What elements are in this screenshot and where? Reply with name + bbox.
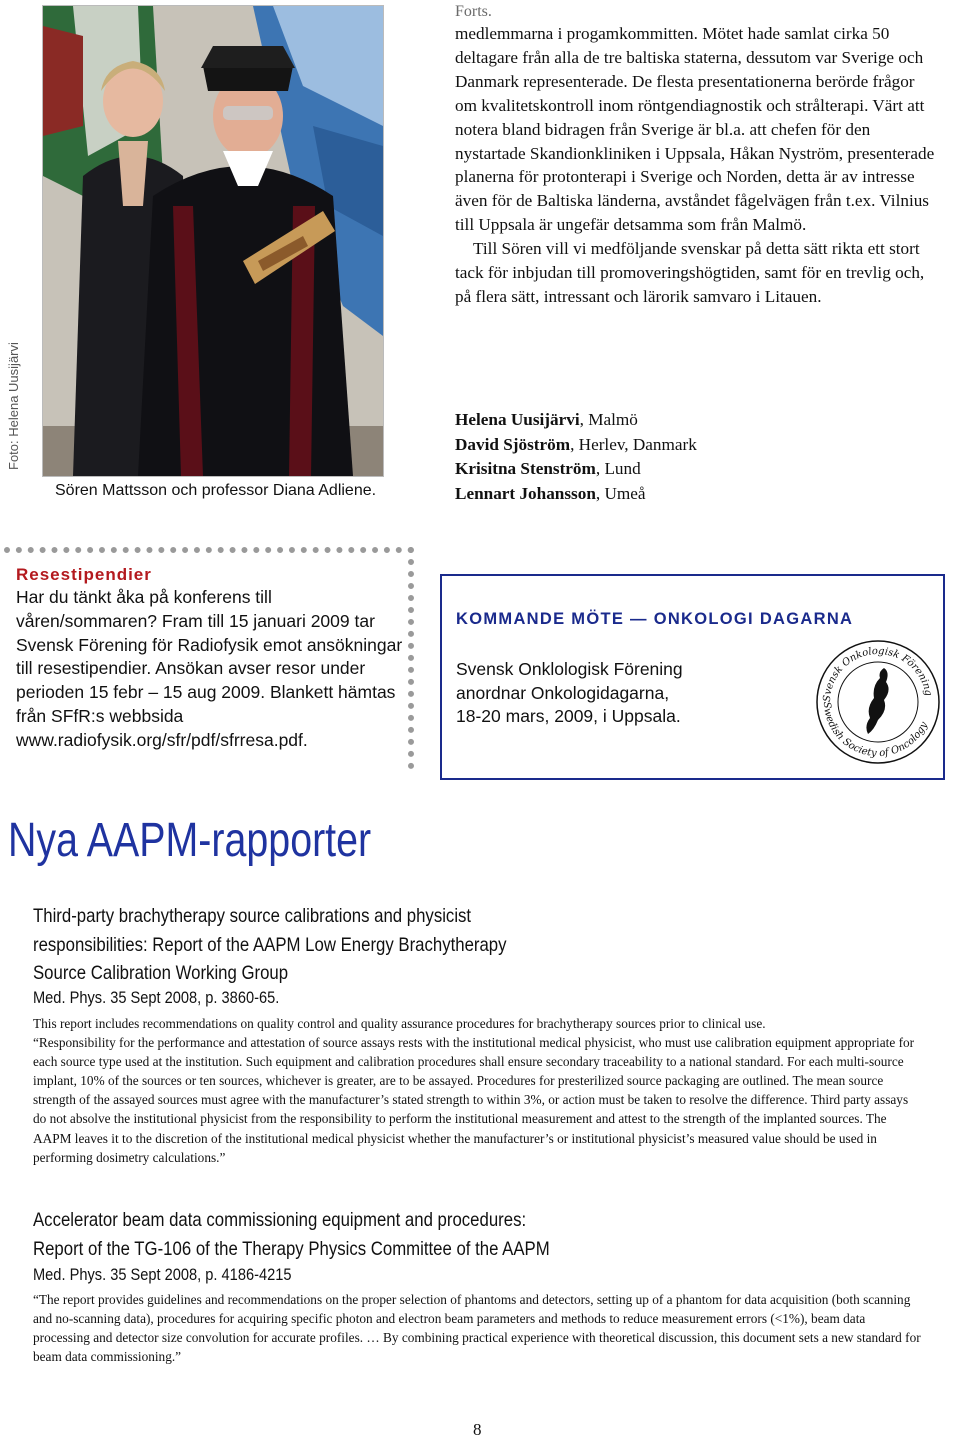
signature-place: , Herlev, Danmark [570, 434, 697, 454]
resestipendier-title: Resestipendier [16, 565, 152, 584]
ceremony-photo-image [43, 6, 383, 476]
signature-item [455, 408, 697, 433]
signature-name: Helena Uusijärvi [455, 410, 580, 429]
report2-abstract-p1: “The report provides guidelines and recommendations on the proper selection of phantoms and detectors, setting up of a phantom for data acquisition (both scanning and no-scanning data), procedures for acquiring specific photon and electron beam parameters and methods to reduce measurement errors (<1%), beam data processing and detector size convolution for accurate profiles. … By combining practical experience with theoretical discussion, this document sets a new standard for beam data commissioning.” [33, 1292, 921, 1365]
kommande-mote-box [440, 574, 945, 780]
report1-title-line: Source Calibration Working Group [33, 962, 289, 984]
kommande-mote-line: anordnar Onkologidagarna, [456, 682, 670, 703]
kommande-mote-title: KOMMANDE MÖTE — ONKOLOGI DAGARNA [456, 610, 854, 628]
signature-item [455, 457, 697, 482]
logo-text-top: Svensk Onkologisk Förening [821, 645, 934, 703]
signature-place: , Umeå [595, 483, 646, 503]
article-paragraph: Till Sören vill vi medföljande svenskar på detta sätt rikta ett stort tack för inbjudan till promoveringshögtiden, samt för en trevlig och, på flera sätt, intressant och lärorik samvaro i Litauen. [455, 239, 925, 306]
report1-title [33, 902, 507, 988]
article-continuation [455, 2, 935, 309]
signature-place: , Lund [595, 459, 641, 478]
signature-item [455, 433, 697, 458]
photo-credit: Foto: Helena Uusijärvi [6, 342, 21, 470]
logo-text-bottom: Swedish Society of Oncology [820, 701, 931, 760]
resestipendier-body: Har du tänkt åka på konferens till våren/sommaren? Fram till 15 januari 2009 tar Svensk Förening för Radiofysik emot ansökningar till resestipendier. Ansökan avser resor under perioden 15 febr – 15 aug 2009. Blankett hämtas från SFfR:s webbsida www.radiofysik.org/sfr/pdf/sfrresa.pdf. [16, 587, 403, 750]
page-number: 8 [473, 1420, 482, 1439]
aapm-heading: Nya AAPM-rapporter [8, 814, 372, 867]
ceremony-photo [42, 5, 384, 477]
report1-abstract-p2: “Responsibility for the performance and attestation of source assays rests with the institutional medical physicist, who must use calibration equipment appropriate for each source type used at the institution. Such equipment and calibration procedures shall ensure secondary traceability to a national standard. For each multi-source implant, 10% of the sources or ten sources, whichever is greater, are to be assayed. Procedures for presterilized source packaging are outlined. The mean source strength of the assayed sources must agree with the manufacturer’s stated strength to within 3%, or action must be taken to resolve the difference. Third party assays do not absolve the institutional physicist from the responsibility to perform the institutional measurement and attest to the strength of the implanted sources. The AAPM leaves it to the discretion of the institutional medical physicist whether the manufacturer’s or institutional physicist’s measured value should be used in performing dosimetry calculations.” [33, 1035, 915, 1165]
signature-name: David Sjöström [455, 434, 571, 454]
report2-title [33, 1206, 550, 1263]
continued-label: Forts. [455, 3, 492, 20]
report1-abstract [33, 1014, 923, 1167]
kommande-mote-body [456, 658, 683, 729]
signature-name: Lennart Johansson [455, 483, 596, 503]
signature-place: , Malmö [579, 410, 638, 429]
report2-title-line: Report of the TG-106 of the Therapy Physics Committee of the AAPM [33, 1237, 550, 1260]
signature-list [455, 408, 697, 506]
report1-title-line: Third-party brachytherapy source calibrations and physicist [33, 905, 472, 927]
signature-item [455, 482, 697, 507]
report2-abstract [33, 1290, 923, 1366]
report1-abstract-p1: This report includes recommendations on quality control and quality assurance procedures for brachytherapy sources prior to clinical use. [33, 1016, 766, 1031]
report1-citation: Med. Phys. 35 Sept 2008, p. 3860-65. [33, 988, 280, 1007]
signature-name: Krisitna Stenström [455, 459, 596, 478]
article-paragraph: medlemmarna i progamkommitten. Mötet hade samlat cirka 50 deltagare från alla de tre baltiska staterna, dessutom var Sverige och Danmark representerade. De flesta presentationerna berörde frågor om kvalitetskontroll inom röntgendiagnostik och strålterapi. Värt att notera bland bidragen från Sverige är bl.a. att chefen för den nystartade Skandionkliniken i Uppsala, Håkan Nyström, presenterade planerna för protonterapi i Sverige och Norden, detta är av intresse även för de Baltiska länderna, avståndet fågelvägen från t.ex. Vilnius till Uppsala är ungefär detsamma som från Malmö. [455, 24, 935, 235]
report2-title-line: Accelerator beam data commissioning equipment and procedures: [33, 1209, 527, 1231]
report2-citation: Med. Phys. 35 Sept 2008, p. 4186-4215 [33, 1265, 292, 1284]
kommande-mote-line: 18-20 mars, 2009, i Uppsala. [456, 706, 681, 726]
oncology-society-logo-icon [814, 638, 942, 766]
photo-caption: Sören Mattsson och professor Diana Adliene. [55, 482, 377, 499]
resestipendier-box [4, 547, 414, 769]
kommande-mote-line: Svensk Onklologisk Förening [456, 659, 683, 679]
report1-title-line: responsibilities: Report of the AAPM Low Energy Brachytherapy [33, 933, 507, 956]
